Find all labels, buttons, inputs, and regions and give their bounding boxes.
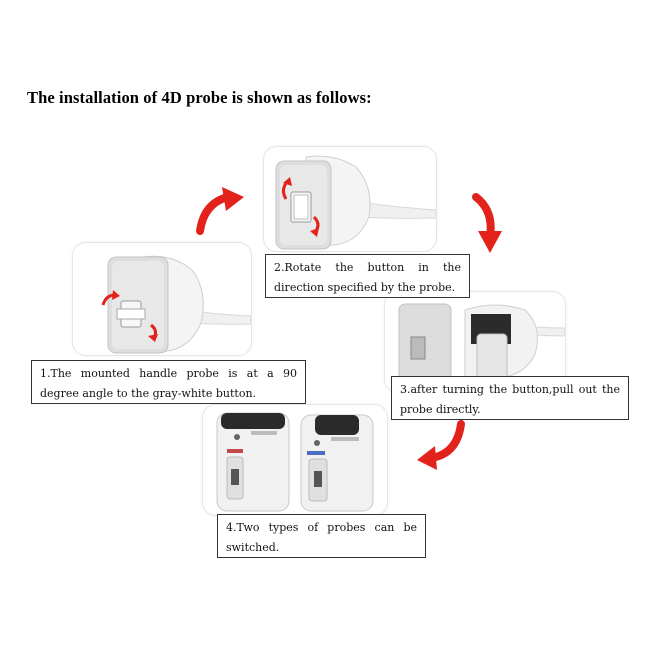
curved-arrow-icon [466,193,506,255]
curved-arrow-icon [415,420,465,472]
two-probes-illustration [203,405,387,515]
step4-photo [202,404,388,516]
step2-caption: 2.Rotate the button in the direction specified by the probe. [265,254,470,298]
step1-caption: 1.The mounted handle probe is at a 90 degree angle to the gray-white button. [31,360,306,404]
page-title: The installation of 4D probe is shown as follows: [27,88,372,107]
step1-photo [72,242,252,356]
probe-left-illustration [217,413,289,511]
step3-caption: 3.after turning the button,pull out the probe directly. [391,376,629,420]
probe-right-illustration [301,415,373,511]
handpiece-mounted-illustration [73,243,251,355]
step4-caption: 4.Two types of probes can be switched. [217,514,426,558]
handpiece-rotate-illustration [264,147,436,251]
step2-photo [263,146,437,252]
curved-arrow-icon [192,185,246,235]
